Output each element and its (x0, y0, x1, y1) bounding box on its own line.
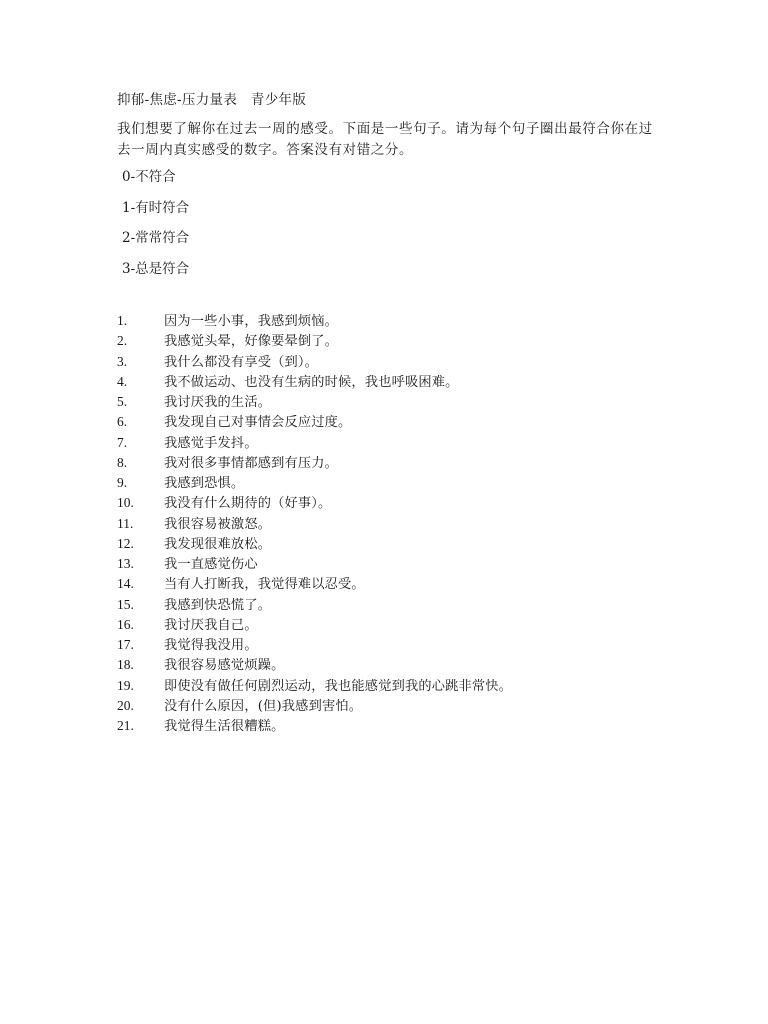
question-number: 21. (117, 718, 134, 733)
question-text: 我讨厌我的生活。 (164, 395, 272, 410)
scale-option: 0-不符合 (122, 169, 176, 185)
scale-option: 1-有时符合 (122, 199, 190, 216)
question-number: 19. (117, 677, 134, 693)
question-text: 没有什么原因，(但)我感到害怕。 (164, 698, 363, 714)
question-number: 17. (117, 637, 134, 652)
question-item (117, 697, 512, 717)
question-text: 我很容易被激怒。 (164, 516, 272, 532)
question-text: 因为一些小事，我感到烦恼。 (164, 314, 339, 329)
question-item (117, 656, 512, 676)
question-text: 我讨厌我自己。 (164, 617, 258, 633)
question-item (117, 434, 512, 454)
question-number: 14. (117, 576, 134, 592)
question-item (117, 373, 512, 393)
scale-option: 3-总是符合 (122, 260, 190, 277)
question-text: 我什么都没有享受（到）。 (164, 354, 319, 370)
question-item (117, 575, 512, 595)
question-item (117, 312, 512, 332)
question-text: 我发现自己对事情会反应过度。 (164, 415, 352, 431)
question-text: 即使没有做任何剧烈运动，我也能感觉到我的心跳非常快。 (164, 678, 513, 694)
question-number: 18. (117, 657, 134, 673)
question-text: 我觉得我没用。 (164, 638, 258, 653)
question-number: 6. (117, 414, 128, 430)
scale-option: 2-常常符合 (122, 230, 190, 246)
question-number: 12. (117, 535, 134, 551)
question-number: 15. (117, 596, 134, 612)
question-item (117, 353, 512, 373)
rating-scale-list (122, 167, 189, 289)
question-item (117, 636, 512, 656)
question-text: 我很容易感觉烦躁。 (164, 658, 285, 674)
question-item (117, 454, 512, 474)
question-number: 9. (117, 475, 128, 490)
question-item (117, 616, 512, 636)
question-number: 7. (117, 434, 128, 450)
document-title: 抑郁-焦虑-压力量表 青少年版 (117, 92, 307, 108)
question-text: 我一直感觉伤心 (164, 557, 258, 572)
question-item (117, 332, 512, 352)
question-item (117, 555, 512, 575)
question-number: 4. (117, 373, 128, 389)
question-item (117, 413, 512, 433)
question-item (117, 393, 512, 413)
question-text: 我觉得生活很糟糕。 (164, 719, 285, 734)
question-item (117, 596, 512, 616)
question-list (117, 312, 512, 737)
question-number: 11. (117, 515, 134, 531)
question-item (117, 494, 512, 514)
question-text: 我感到快恐慌了。 (164, 597, 272, 613)
question-number: 5. (117, 394, 128, 409)
question-number: 10. (117, 495, 134, 511)
question-number: 16. (117, 616, 134, 632)
question-item (117, 515, 512, 535)
question-text: 我对很多事情都感到有压力。 (164, 455, 339, 471)
question-text: 我感觉手发抖。 (164, 435, 258, 451)
question-item (117, 677, 512, 697)
question-item (117, 717, 512, 737)
question-number: 8. (117, 454, 128, 470)
question-number: 2. (117, 333, 128, 349)
instructions-paragraph: 我们想要了解你在过去一周的感受。下面是一些句子。请为每个句子圈出最符合你在过去一周内真实感受的数字。答案没有对错之分。 (117, 121, 653, 158)
question-text: 我没有什么期待的（好事）。 (164, 496, 332, 512)
question-text: 我发现很难放松。 (164, 536, 272, 552)
question-text: 我不做运动、也没有生病的时候，我也呼吸困难。 (164, 374, 459, 390)
question-text: 我感觉头晕，好像要晕倒了。 (164, 334, 339, 350)
question-number: 20. (117, 697, 134, 713)
question-text: 我感到恐惧。 (164, 476, 245, 491)
question-number: 3. (117, 353, 128, 369)
question-item (117, 474, 512, 494)
question-text: 当有人打断我，我觉得难以忍受。 (164, 577, 365, 593)
question-item (117, 535, 512, 555)
question-number: 1. (117, 313, 128, 328)
question-number: 13. (117, 556, 134, 571)
